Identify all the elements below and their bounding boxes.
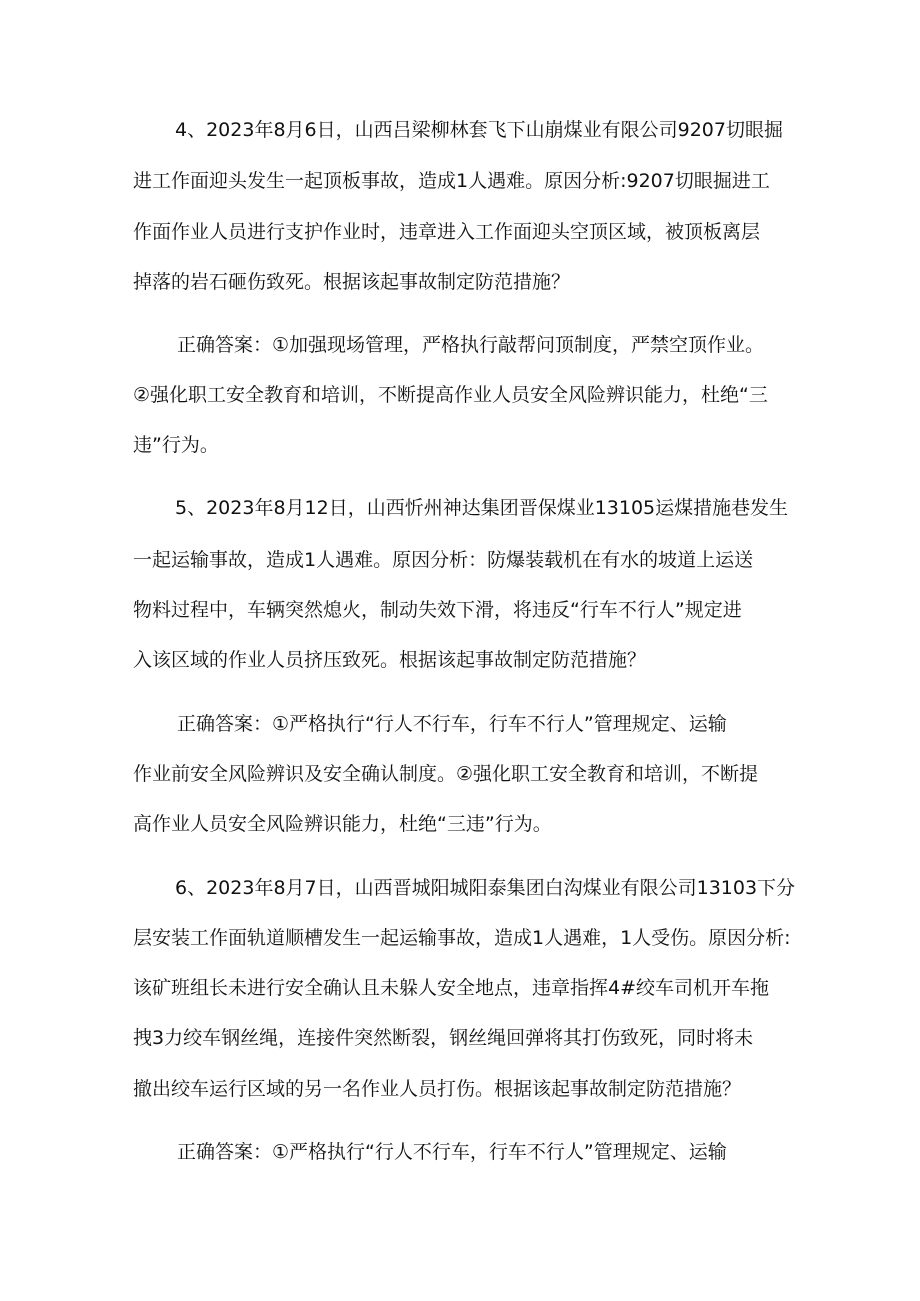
question-5-line-2: 一起运输事故，造成1人遇难。原因分析：防爆装载机在有水的坡道上运送: [133, 549, 754, 571]
question-4-line-3: 作面作业人员进行支护作业时，违章进入工作面迎头空顶区域，被顶板离层: [133, 221, 761, 243]
answer-4-line-3: 违”行为。: [133, 434, 219, 456]
question-5-line-1: 5、2023年8月12日，山西忻州神达集团晋保煤业13105运煤措施巷发生: [175, 497, 789, 519]
question-4-line-4: 掉落的岩石砸伤致死。根据该起事故制定防范措施？: [133, 271, 571, 293]
answer-4-line-2: ②强化职工安全教育和培训，不断提高作业人员安全风险辨识能力，杜绝“三: [133, 384, 768, 406]
answer-5-line-2: 作业前安全风险辨识及安全确认制度。②强化职工安全教育和培训，不断提: [133, 763, 759, 785]
answer-6-line-1: 正确答案：①严格执行“行人不行车，行车不行人”管理规定、运输: [177, 1141, 727, 1163]
answer-5-line-3: 高作业人员安全风险辨识能力，杜绝“三违”行为。: [133, 813, 552, 835]
question-5-line-4: 入该区域的作业人员挤压致死。根据该起事故制定防范措施？: [133, 649, 647, 671]
question-6-line-4: 拽3力绞车钢丝绳，连接件突然断裂，钢丝绳回弹将其打伤致死，同时将未: [133, 1027, 754, 1049]
question-5-line-3: 物料过程中，车辆突然熄火，制动失效下滑，将违反“行车不行人”规定进: [133, 599, 742, 621]
question-6-line-3: 该矿班组长未进行安全确认且未躲人安全地点，违章指挥4#绞车司机开车拖: [133, 977, 770, 999]
question-6-line-1: 6、2023年8月7日，山西晋城阳城阳泰集团白沟煤业有限公司13103下分: [175, 877, 796, 899]
question-4-line-2: 进工作面迎头发生一起顶板事故，造成1人遇难。原因分析:9207切眼掘进工: [133, 170, 770, 192]
question-6-line-5: 撤出绞车运行区域的另一名作业人员打伤。根据该起事故制定防范措施？: [133, 1078, 742, 1100]
question-6-line-2: 层安装工作面轨道顺槽发生一起运输事故，造成1人遇难，1人受伤。原因分析:: [133, 927, 791, 949]
answer-4-line-1: 正确答案：①加强现场管理，严格执行敲帮问顶制度，严禁空顶作业。: [177, 334, 765, 356]
answer-5-line-1: 正确答案：①严格执行“行人不行车，行车不行人”管理规定、运输: [177, 713, 727, 735]
question-4-line-1: 4、2023年8月6日，山西吕梁柳林套飞下山崩煤业有限公司9207切眼掘: [175, 119, 783, 141]
